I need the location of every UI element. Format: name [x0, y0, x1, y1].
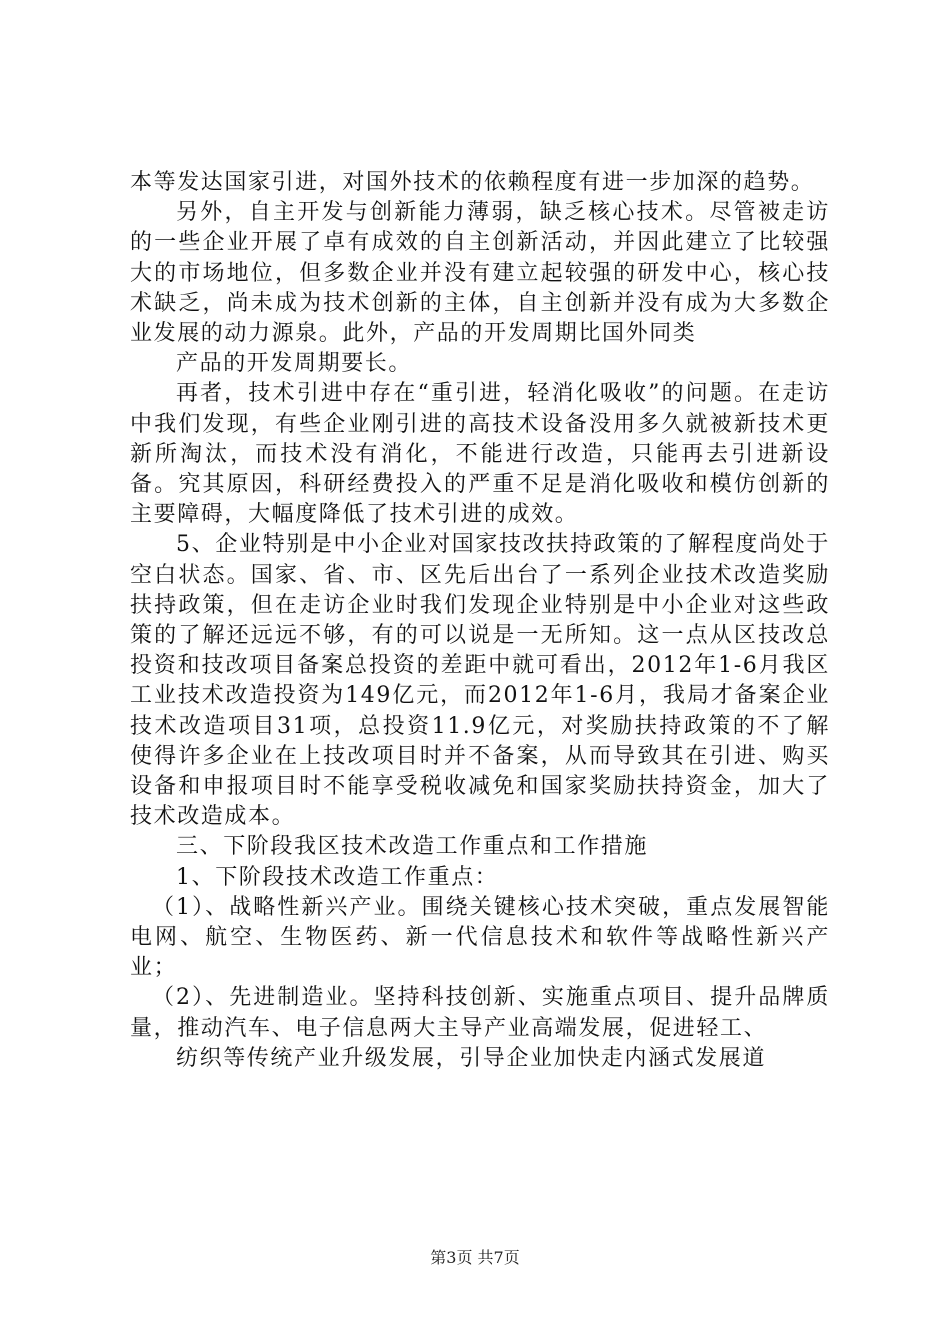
paragraph-last: 纺织等传统产业升级发展，引导企业加快走内涵式发展道 — [176, 1045, 767, 1071]
paragraph-4: 再者，技术引进中存在“重引进，轻消化吸收”的问题。在走访中我们发现，有些企业刚引进的高技术设备没用多久就被新技术更新所淘汰，而技术没有消化，不能进行改造，只能再去引进新设备。究其原因，科研经费投入的严重不足是消化吸收和模仿创新的主要障碍，大幅度降低了技术引进的成效。 — [130, 381, 830, 528]
paragraph-item-2: （2）、先进制造业。坚持科技创新、实施重点项目、提升品牌质量，推动汽车、电子信息两大主导产业高端发展，促进轻工、 — [130, 985, 830, 1041]
paragraph-1: 本等发达国家引进，对国外技术的依赖程度有进一步加深的趋势。 — [130, 170, 815, 195]
document-body — [130, 168, 830, 1074]
paragraph-2: 另外，自主开发与创新能力薄弱，缺乏核心技术。尽管被走访的一些企业开展了卓有成效的自主创新活动，并因此建立了比较强大的市场地位，但多数企业并没有建立起较强的研发中心，核心技术缺乏，尚未成为技术创新的主体，自主创新并没有成为大多数企业发展的动力源泉。此外，产品的开发周期比国外同类 — [130, 200, 830, 347]
page-number-footer: 第3页 共7页 — [430, 1248, 520, 1267]
section-heading: 三、下阶段我区技术改造工作重点和工作措施 — [176, 834, 649, 860]
paragraph-item-1: （1）、战略性新兴产业。围绕关键核心技术突破，重点发展智能电网、航空、生物医药、新一代信息技术和软件等战略性新兴产业； — [130, 894, 830, 981]
paragraph-3: 产品的开发周期要长。 — [176, 351, 413, 377]
subsection-heading: 1、下阶段技术改造工作重点： — [176, 864, 499, 890]
paragraph-5: 5、企业特别是中小企业对国家技改扶持政策的了解程度尚处于空白状态。国家、省、市、区先后出台了一系列企业技术改造奖励扶持政策，但在走访企业时我们发现企业特别是中小企业对这些政策的了解还远远不够，有的可以说是一无所知。这一点从区技改总投资和技改项目备案总投资的差距中就可看出，2012年1-6月我区工业技术改造投资为149亿元，而2012年1-6月，我局才备案企业技术改造项目31项，总投资11.9亿元，对奖励扶持政策的不了解使得许多企业在上技改项目时并不备案，从而导致其在引进、购买设备和申报项目时不能享受税收减免和国家奖励扶持资金，加大了技术改造成本。 — [130, 532, 830, 830]
